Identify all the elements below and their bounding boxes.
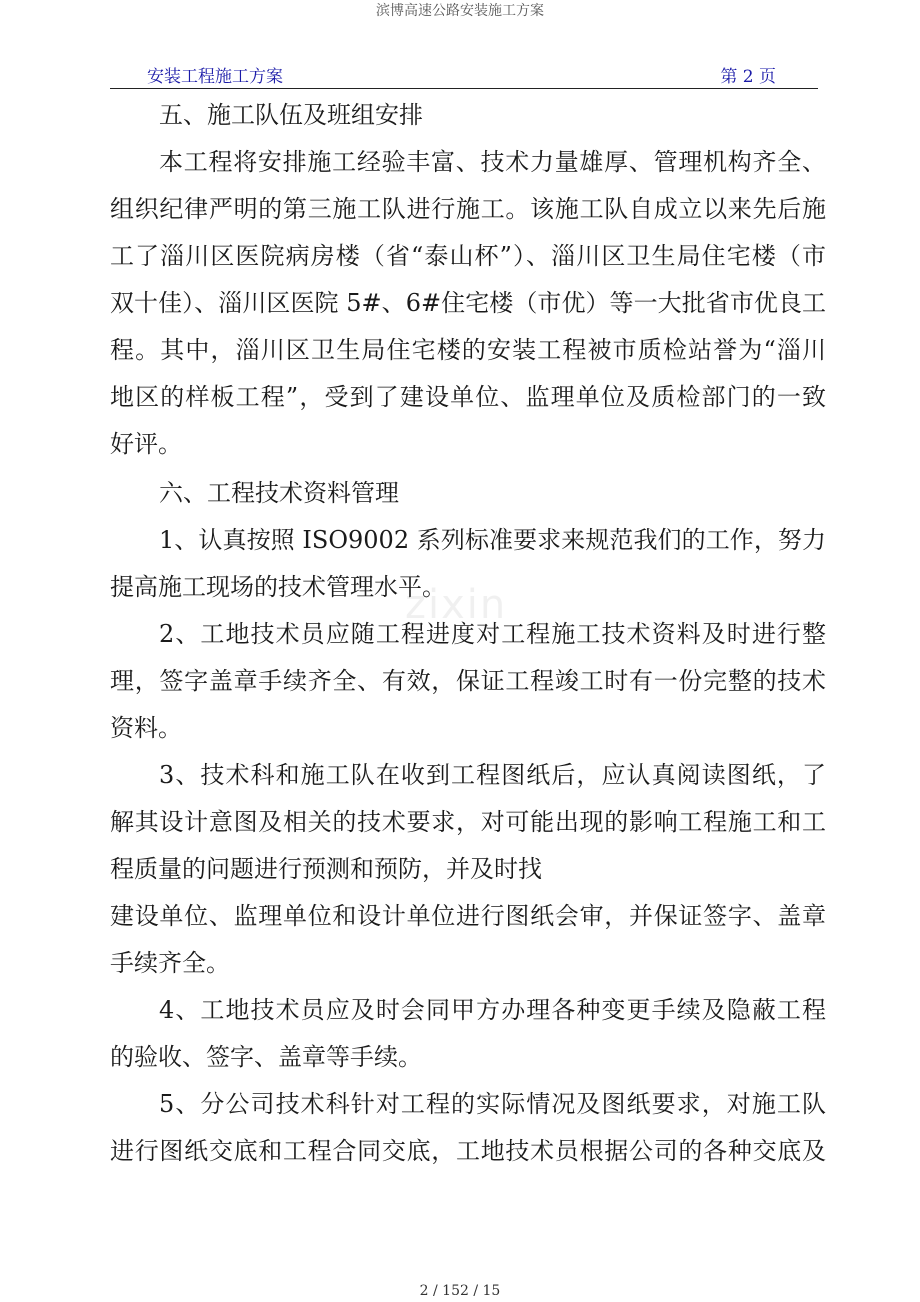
paragraph-line: 本工程将安排施工经验丰富、技术力量雄厚、管理机构齐全、 (159, 148, 826, 176)
paragraph-line: 程。其中，淄川区卫生局住宅楼的安装工程被市质检站誉为“淄川 (110, 336, 826, 364)
paragraph-line: 1、认真按照 ISO9002 系列标准要求来规范我们的工作，努力 (159, 526, 826, 554)
running-header-page: 第 2 页 (720, 67, 776, 87)
paragraph-line: 工了淄川区医院病房楼（省“泰山杯”）、淄川区卫生局住宅楼（市 (110, 242, 826, 270)
paragraph-line: 提高施工现场的技术管理水平。 (110, 573, 446, 601)
paragraph-line: 资料。 (110, 714, 182, 742)
paragraph-line: 组织纪律严明的第三施工队进行施工。该施工队自成立以来先后施 (110, 195, 826, 223)
paragraph-line: 3、技术科和施工队在收到工程图纸后，应认真阅读图纸，了 (159, 761, 826, 789)
paragraph-line: 解其设计意图及相关的技术要求，对可能出现的影响工程施工和工 (110, 808, 826, 836)
paragraph-line: 5、分公司技术科针对工程的实际情况及图纸要求，对施工队 (159, 1090, 826, 1118)
paragraph-line: 程质量的问题进行预测和预防，并及时找 (110, 855, 542, 883)
watermark: zixin (405, 582, 508, 628)
paragraph-line: 理，签字盖章手续齐全、有效，保证工程竣工时有一份完整的技术 (110, 667, 826, 695)
section-heading-6: 六、工程技术资料管理 (159, 479, 399, 507)
running-header-left: 安装工程施工方案 (147, 67, 283, 87)
document-body (110, 92, 826, 1175)
paragraph-line: 双十佳）、淄川区医院 5#、6#住宅楼（市优）等一大批省市优良工 (110, 289, 826, 317)
paragraph-line: 好评。 (110, 430, 182, 458)
section-heading-5: 五、施工队伍及班组安排 (159, 101, 423, 129)
paragraph-line: 的验收、签字、盖章等手续。 (110, 1043, 422, 1071)
paragraph-line: 地区的样板工程”，受到了建设单位、监理单位及质检部门的一致 (110, 383, 826, 411)
page-footer: 2 / 152 / 15 (419, 1283, 501, 1299)
running-header (110, 66, 818, 89)
paragraph-line: 进行图纸交底和工程合同交底，工地技术员根据公司的各种交底及 (110, 1137, 826, 1165)
paragraph-line: 4、工地技术员应及时会同甲方办理各种变更手续及隐蔽工程 (159, 996, 826, 1024)
paragraph-line: 2、工地技术员应随工程进度对工程施工技术资料及时进行整 (159, 620, 826, 648)
paragraph-line: 建设单位、监理单位和设计单位进行图纸会审，并保证签字、盖章 (110, 902, 826, 930)
paragraph-line: 手续齐全。 (110, 949, 230, 977)
document-title: 滨博高速公路安装施工方案 (376, 3, 544, 19)
